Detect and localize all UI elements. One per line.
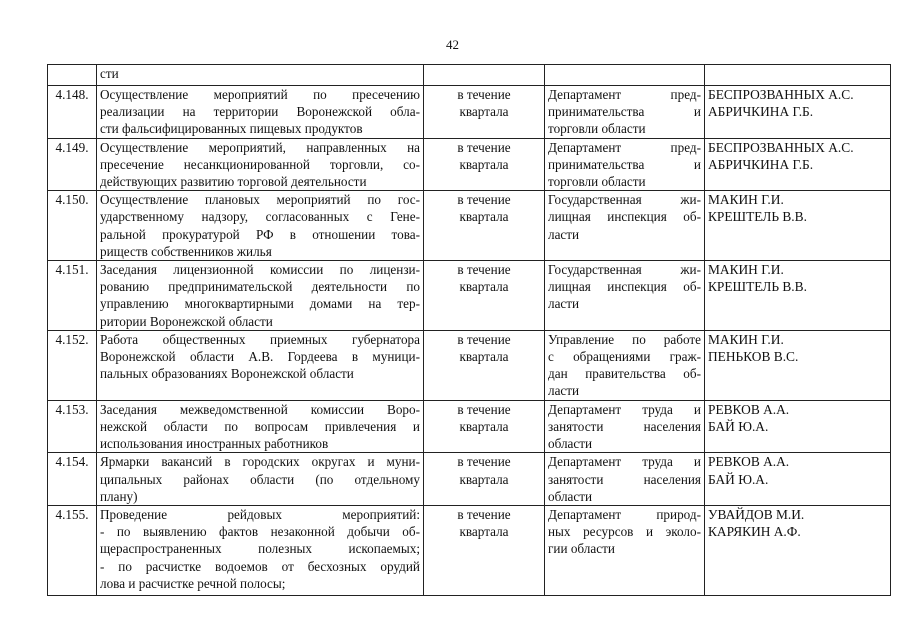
responsible-department — [545, 65, 705, 86]
responsible-department — [545, 453, 705, 506]
responsible-persons — [705, 191, 891, 261]
responsible-persons-line: БАЙ Ю.А. — [708, 471, 769, 487]
responsible-department-line: Департамент пред- — [548, 87, 701, 102]
responsible-department-line: с обращениями граж- — [548, 349, 701, 365]
period-line: в течение — [457, 507, 511, 523]
item-number: 4.149. — [48, 138, 97, 191]
responsible-persons — [705, 453, 891, 506]
responsible-persons-line: АБРИЧКИНА Г.Б. — [708, 156, 814, 172]
responsible-department-line: Департамент пред- — [548, 139, 701, 155]
period — [424, 261, 545, 331]
period — [424, 86, 545, 139]
activity-description-line: ральной прокуратурой РФ в отношении това- — [100, 226, 420, 242]
period-line: в течение — [457, 401, 511, 417]
period — [424, 506, 545, 596]
responsible-persons-line: БЕСПРОЗВАННЫХ А.С. — [708, 87, 854, 102]
responsible-department-line: торговли области — [548, 174, 646, 190]
responsible-persons-line: КРЕШТЕЛЬ В.В. — [708, 209, 807, 225]
activity-description-line: - по расчистке водоемов от бесхозных орудий — [100, 558, 420, 574]
responsible-persons — [705, 65, 891, 86]
plan-table — [47, 64, 891, 596]
activity-description-line: лова и расчистке речной полосы; — [100, 575, 286, 591]
period — [424, 138, 545, 191]
responsible-department — [545, 261, 705, 331]
responsible-department-line: ласти — [548, 296, 580, 312]
activity-description — [97, 261, 424, 331]
item-number: 4.148. — [48, 86, 97, 139]
period-line: квартала — [459, 209, 509, 225]
activity-description — [97, 138, 424, 191]
item-number: 4.155. — [48, 506, 97, 596]
activity-description-line: пресечение несанкционированной торговли, со- — [100, 156, 420, 172]
responsible-persons-line: КАРЯКИН А.Ф. — [708, 524, 801, 540]
activity-description-line: Осуществление мероприятий, направленных на — [100, 139, 420, 155]
activity-description — [97, 191, 424, 261]
responsible-department-line: дан правительства об- — [548, 366, 701, 382]
responsible-persons-line: КРЕШТЕЛЬ В.В. — [708, 279, 807, 295]
responsible-department — [545, 138, 705, 191]
responsible-persons — [705, 330, 891, 400]
activity-description-line: использования иностранных работников — [100, 436, 329, 452]
responsible-department-line: области — [548, 488, 593, 504]
activity-description-line: действующих развитию торговой деятельности — [100, 174, 367, 190]
activity-description-line: реализации на территории Воронежской обла- — [100, 104, 420, 120]
activity-description-line: риществ собственников жилья — [100, 243, 272, 259]
activity-description-line: нежской области по вопросам привлечения и — [100, 419, 420, 435]
period-line: в течение — [457, 139, 511, 155]
responsible-department — [545, 191, 705, 261]
responsible-persons — [705, 506, 891, 596]
responsible-department-line: ласти — [548, 226, 580, 242]
item-number: 4.153. — [48, 400, 97, 453]
period — [424, 191, 545, 261]
responsible-department-line: принимательства и — [548, 156, 701, 172]
responsible-persons-line: ПЕНЬКОВ В.С. — [708, 349, 799, 365]
responsible-persons — [705, 400, 891, 453]
item-number — [48, 65, 97, 86]
responsible-department-line: Департамент труда и — [548, 401, 701, 417]
table-row — [48, 330, 891, 400]
activity-description-line: щераспространенных полезных ископаемых; — [100, 541, 420, 557]
activity-description — [97, 400, 424, 453]
period-line: в течение — [457, 331, 511, 347]
page-number: 42 — [446, 37, 459, 52]
responsible-persons — [705, 261, 891, 331]
period-line: квартала — [459, 419, 509, 435]
responsible-persons-line: МАКИН Г.И. — [708, 262, 784, 278]
responsible-department-line: области — [548, 436, 593, 452]
activity-description-line: пальных образованиях Воронежской области — [100, 366, 354, 382]
responsible-persons-line: БЕСПРОЗВАННЫХ А.С. — [708, 139, 854, 155]
table-row — [48, 506, 891, 596]
period-line: квартала — [459, 349, 509, 365]
responsible-department-line: лищная инспекция об- — [548, 279, 701, 295]
activity-description-line: сти — [100, 66, 119, 81]
item-number: 4.154. — [48, 453, 97, 506]
responsible-department-line: гии области — [548, 541, 615, 557]
responsible-department — [545, 330, 705, 400]
table-row — [48, 400, 891, 453]
responsible-department-line: ных ресурсов и эколо- — [548, 524, 701, 540]
item-number: 4.151. — [48, 261, 97, 331]
responsible-department-line: торговли области — [548, 121, 646, 137]
activity-description-line: Заседания межведомственной комиссии Воро- — [100, 401, 420, 417]
item-number: 4.152. — [48, 330, 97, 400]
item-number: 4.150. — [48, 191, 97, 261]
responsible-department-line: ласти — [548, 383, 580, 399]
table-row — [48, 86, 891, 139]
period — [424, 453, 545, 506]
activity-description-line: Работа общественных приемных губернатора — [100, 331, 420, 347]
activity-description — [97, 330, 424, 400]
activity-description-line: Осуществление мероприятий по пресечению — [100, 87, 420, 102]
activity-description-line: плану) — [100, 488, 138, 504]
period-line: в течение — [457, 192, 511, 208]
responsible-persons — [705, 138, 891, 191]
responsible-persons-line: УВАЙДОВ М.И. — [708, 507, 805, 523]
table-row — [48, 261, 891, 331]
responsible-persons-line: МАКИН Г.И. — [708, 331, 784, 347]
table-row — [48, 65, 891, 86]
activity-description-line: - по выявлению фактов незаконной добычи об- — [100, 524, 420, 540]
period — [424, 400, 545, 453]
activity-description-line: Воронежской области А.В. Гордеева в муници- — [100, 349, 420, 365]
table-row — [48, 453, 891, 506]
period — [424, 65, 545, 86]
activity-description-line: ударственному надзору, согласованных с Гене- — [100, 209, 420, 225]
responsible-persons-line: АБРИЧКИНА Г.Б. — [708, 104, 814, 120]
responsible-department-line: Департамент труда и — [548, 454, 701, 470]
period-line: квартала — [459, 104, 509, 120]
table-row — [48, 191, 891, 261]
period — [424, 330, 545, 400]
activity-description — [97, 86, 424, 139]
activity-description-line: ципальных районах области (по отдельному — [100, 471, 420, 487]
plan-table-body — [48, 65, 891, 596]
responsible-department — [545, 506, 705, 596]
responsible-department-line: занятости населения — [548, 471, 701, 487]
period-line: квартала — [459, 279, 509, 295]
responsible-persons-line: РЕВКОВ А.А. — [708, 401, 790, 417]
period-line: в течение — [457, 454, 511, 470]
responsible-persons-line: МАКИН Г.И. — [708, 192, 784, 208]
activity-description-line: Проведение рейдовых мероприятий: — [100, 507, 420, 523]
activity-description — [97, 453, 424, 506]
activity-description-line: Осуществление плановых мероприятий по гос- — [100, 192, 420, 208]
responsible-department-line: лищная инспекция об- — [548, 209, 701, 225]
responsible-persons-line: РЕВКОВ А.А. — [708, 454, 790, 470]
responsible-department — [545, 400, 705, 453]
period-line: квартала — [459, 156, 509, 172]
responsible-department-line: Государственная жи- — [548, 192, 701, 208]
period-line: квартала — [459, 524, 509, 540]
activity-description-line: Заседания лицензионной комиссии по лицензи- — [100, 262, 420, 278]
responsible-department — [545, 86, 705, 139]
period-line: в течение — [457, 262, 511, 278]
period-line: квартала — [459, 471, 509, 487]
activity-description — [97, 65, 424, 86]
activity-description-line: сти фальсифицированных пищевых продуктов — [100, 121, 363, 137]
responsible-department-line: принимательства и — [548, 104, 701, 120]
responsible-department-line: Департамент природ- — [548, 507, 701, 523]
responsible-department-line: Государственная жи- — [548, 262, 701, 278]
activity-description-line: рованию предпринимательской деятельности по — [100, 279, 420, 295]
responsible-department-line: занятости населения — [548, 419, 701, 435]
responsible-department-line: Управление по работе — [548, 331, 701, 347]
activity-description-line: ритории Воронежской области — [100, 313, 273, 329]
table-row — [48, 138, 891, 191]
activity-description — [97, 506, 424, 596]
period-line: в течение — [457, 87, 511, 102]
responsible-persons — [705, 86, 891, 139]
activity-description-line: управлению многоквартирными домами на тер- — [100, 296, 420, 312]
activity-description-line: Ярмарки вакансий в городских округах и муни- — [100, 454, 420, 470]
responsible-persons-line: БАЙ Ю.А. — [708, 419, 769, 435]
